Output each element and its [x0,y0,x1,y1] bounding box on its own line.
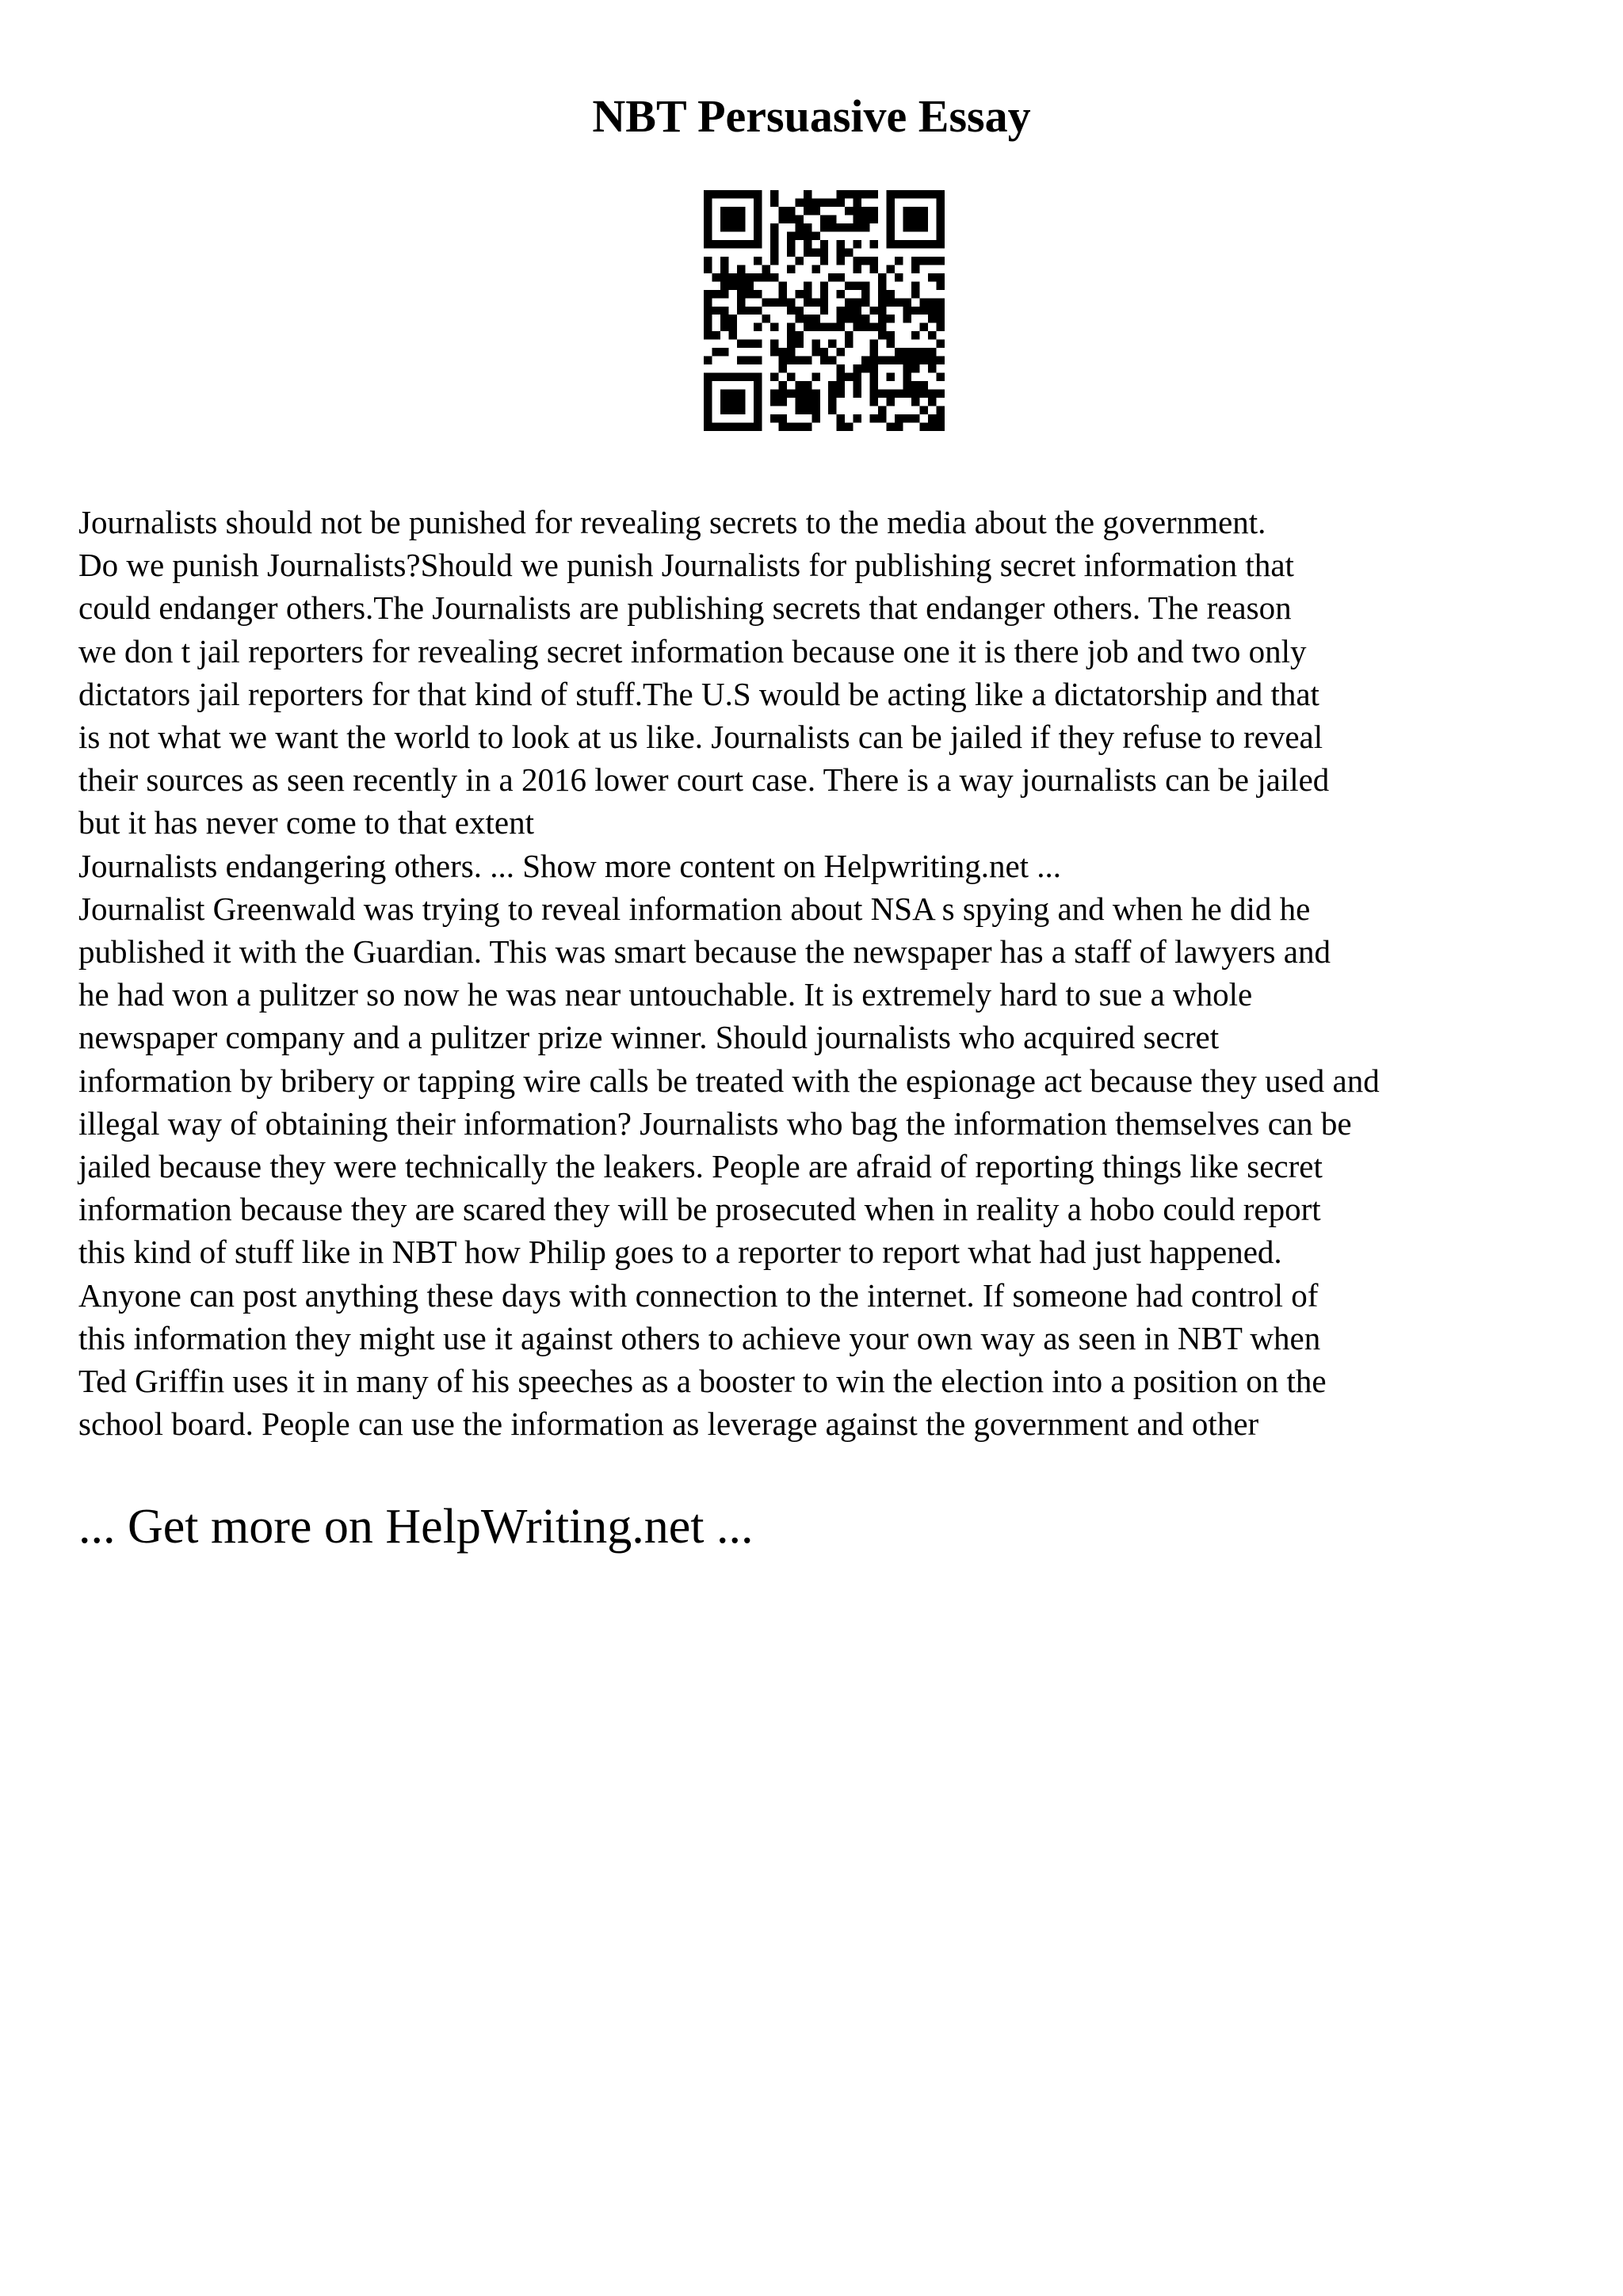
essay-line: information by bribery or tapping wire calls be treated with the espionage act because they used and [78,1062,1380,1099]
essay-line: their sources as seen recently in a 2016 lower court case. There is a way journalists can be jailed [78,761,1330,799]
essay-line: this information they might use it against others to achieve your own way as seen in NBT when [78,1319,1321,1356]
essay-line: is not what we want the world to look at us like. Journalists can be jailed if they refuse to reveal [78,719,1323,756]
essay-line: information because they are scared they will be prosecuted when in reality a hobo could report [78,1191,1321,1228]
show-more-link[interactable]: Journalists endangering others. ... Show more content on Helpwriting.net ... [78,847,1062,884]
essay-line: Journalists should not be punished for revealing secrets to the media about the government. [78,504,1266,540]
page-title: NBT Persuasive Essay [592,90,1031,142]
essay-line: Anyone can post anything these days with connection to the internet. If someone had control of [78,1276,1319,1314]
essay-line: Journalist Greenwald was trying to reveal information about NSA s spying and when he did he [78,890,1311,927]
essay-line: we don t jail reporters for revealing secret information because one it is there job and two only [78,632,1307,669]
essay-line: newspaper company and a pulitzer prize winner. Should journalists who acquired secret [78,1019,1220,1056]
essay-line: this kind of stuff like in NBT how Philip goes to a reporter to report what had just happened. [78,1234,1282,1271]
essay-line: could endanger others.The Journalists are publishing secrets that endanger others. The reason [78,589,1292,627]
essay-line: but it has never come to that extent [78,804,534,841]
essay-line: dictators jail reporters for that kind of stuff.The U.S would be acting like a dictatorship and that [78,675,1319,712]
essay-line: school board. People can use the information as leverage against the government and other [78,1405,1259,1443]
essay-line: published it with the Guardian. This was smart because the newspaper has a staff of lawyers and [78,933,1331,971]
essay-line: he had won a pulitzer so now he was near untouchable. It is extremely hard to sue a whole [78,976,1253,1013]
essay-line: Ted Griffin uses it in many of his speeches as a booster to win the election into a position on the [78,1363,1327,1400]
essay-body [78,501,1584,1445]
essay-line: jailed because they were technically the leakers. People are afraid of reporting things like secret [78,1148,1323,1185]
qr-code-icon[interactable] [704,190,945,431]
essay-line: illegal way of obtaining their information? Journalists who bag the information themselves can be [78,1104,1352,1142]
essay-line: Do we punish Journalists?Should we punish Journalists for publishing secret information that [78,547,1294,584]
get-more-link[interactable]: ... Get more on HelpWriting.net ... [78,1500,754,1554]
